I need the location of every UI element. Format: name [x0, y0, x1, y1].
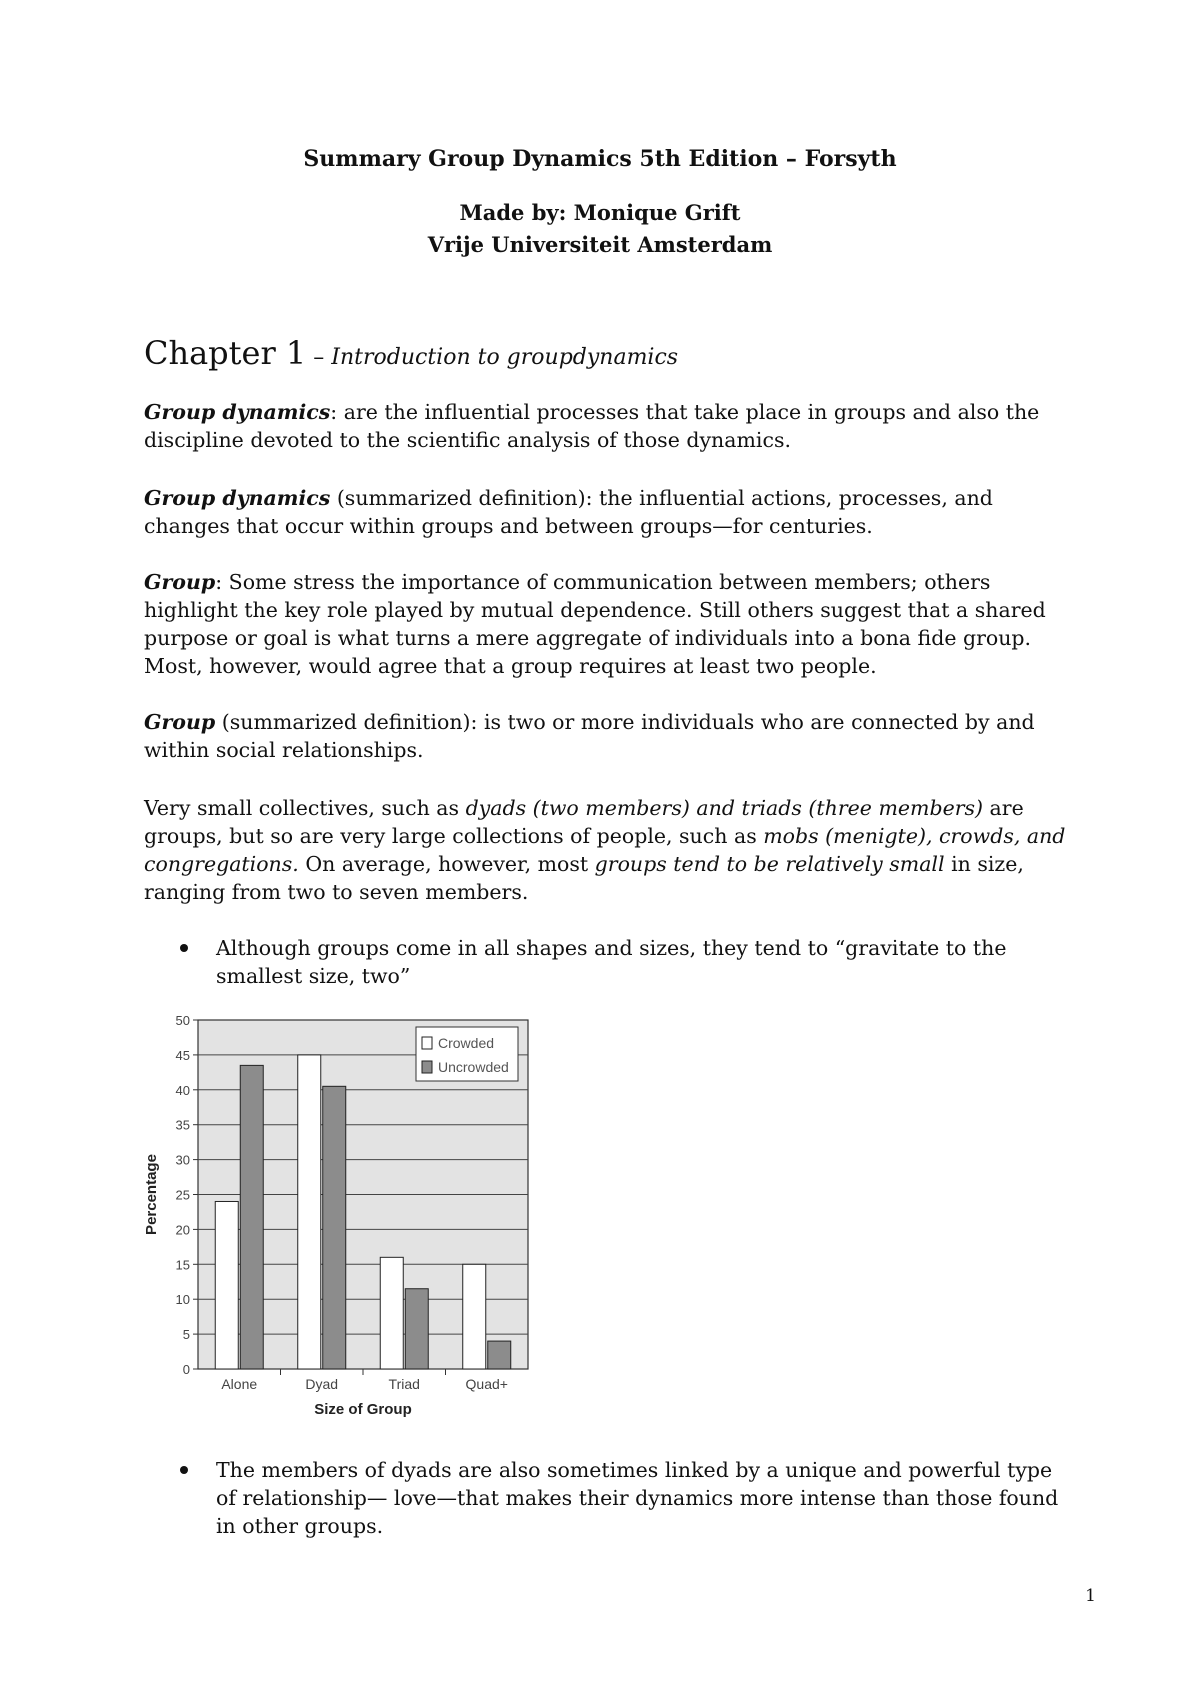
term-group: Group	[144, 570, 216, 594]
paragraph-text: : Some stress the importance of communication between members; others highlight the key role played by mutual dependence. Still others suggest that a shared purpose or goal is what turns a mere aggregate of individuals into a bona fide group. Most, however, would agree that a group requires at least two people.	[144, 570, 1046, 678]
bar-crowded-dyad	[298, 1055, 321, 1369]
x-tick-label: Quad+	[465, 1376, 508, 1392]
page-number: 1	[1085, 1586, 1096, 1606]
text-segment: are groups, but so are very large collections of people, such as	[144, 796, 1024, 848]
document-title: Summary Group Dynamics 5th Edition – Forsyth	[303, 146, 897, 172]
bar-uncrowded-quad	[488, 1341, 511, 1369]
bar-crowded-triad	[380, 1257, 403, 1369]
text-segment: in size, ranging from two to seven members.	[144, 852, 1024, 904]
paragraph-text: (summarized definition): is two or more individuals who are connected by and within social relationships.	[144, 710, 1035, 762]
emphasis-mobs-crowds: mobs (menigte), crowds, and congregations.	[144, 824, 1066, 876]
y-tick-label: 30	[175, 1152, 190, 1168]
x-tick-label: Dyad	[305, 1376, 339, 1392]
paragraph-group	[144, 568, 1074, 680]
term-group-dynamics-summary: Group dynamics	[144, 486, 331, 510]
paragraph-small-collectives	[144, 794, 1074, 906]
university-line: Vrije Universiteit Amsterdam	[427, 232, 773, 257]
text-segment: On average, however, most	[298, 852, 595, 876]
emphasis-dyads-triads: dyads (two members) and triads (three members)	[465, 796, 984, 820]
chapter-label: Chapter 1	[144, 334, 307, 372]
text-segment: Very small collectives, such as	[144, 796, 466, 820]
y-tick-label: 50	[175, 1013, 190, 1028]
y-tick-label: 15	[175, 1257, 190, 1273]
bar-uncrowded-alone	[240, 1065, 263, 1369]
paragraph-group-dynamics-summary	[144, 484, 1074, 540]
y-tick-label: 0	[182, 1362, 190, 1377]
y-tick-label: 10	[175, 1292, 190, 1308]
paragraph-group-summary	[144, 708, 1074, 764]
y-tick-label: 40	[175, 1082, 190, 1098]
y-axis-label: Percentage	[143, 1154, 160, 1235]
bullet-text: Although groups come in all shapes and sizes, they tend to “gravitate to the smallest size, two”	[216, 936, 1007, 988]
bullet-text: The members of dyads are also sometimes linked by a unique and powerful type of relationship— love—that makes their dynamics more intense than those found in other groups.	[216, 1458, 1059, 1538]
bar-uncrowded-triad	[405, 1289, 428, 1369]
term-group-dynamics: Group dynamics	[144, 400, 331, 424]
chapter-heading	[144, 334, 678, 372]
y-tick-label: 20	[175, 1222, 190, 1238]
term-group-summary: Group	[144, 710, 216, 734]
author-line: Made by: Monique Grift	[459, 200, 741, 225]
y-tick-label: 5	[182, 1327, 190, 1343]
bar-crowded-alone	[215, 1201, 238, 1369]
bar-uncrowded-dyad	[323, 1086, 346, 1369]
legend-swatch-crowded	[422, 1037, 432, 1049]
x-tick-label: Alone	[221, 1376, 258, 1392]
y-tick-label: 35	[175, 1117, 190, 1133]
y-tick-label: 45	[175, 1047, 190, 1063]
paragraph-text: : are the influential processes that take place in groups and also the discipline devoted to the scientific analysis of those dynamics.	[144, 400, 1040, 452]
chapter-dash: –	[306, 345, 332, 370]
paragraph-text: (summarized definition): the influential actions, processes, and changes that occur within groups and between groups—for centuries.	[144, 486, 993, 538]
legend-label-uncrowded: Uncrowded	[438, 1059, 509, 1075]
legend-swatch-uncrowded	[422, 1061, 432, 1073]
group-size-bar-chart	[140, 1005, 560, 1425]
y-tick-label: 25	[175, 1187, 190, 1203]
x-tick-label: Triad	[388, 1376, 420, 1392]
x-axis-label: Size of Group	[314, 1401, 412, 1418]
bar-crowded-quad	[463, 1264, 486, 1369]
emphasis-groups-small: groups tend to be relatively small	[594, 852, 945, 876]
chapter-subtitle: Introduction to groupdynamics	[331, 345, 679, 370]
paragraph-group-dynamics	[144, 398, 1074, 454]
legend-label-crowded: Crowded	[438, 1035, 495, 1051]
